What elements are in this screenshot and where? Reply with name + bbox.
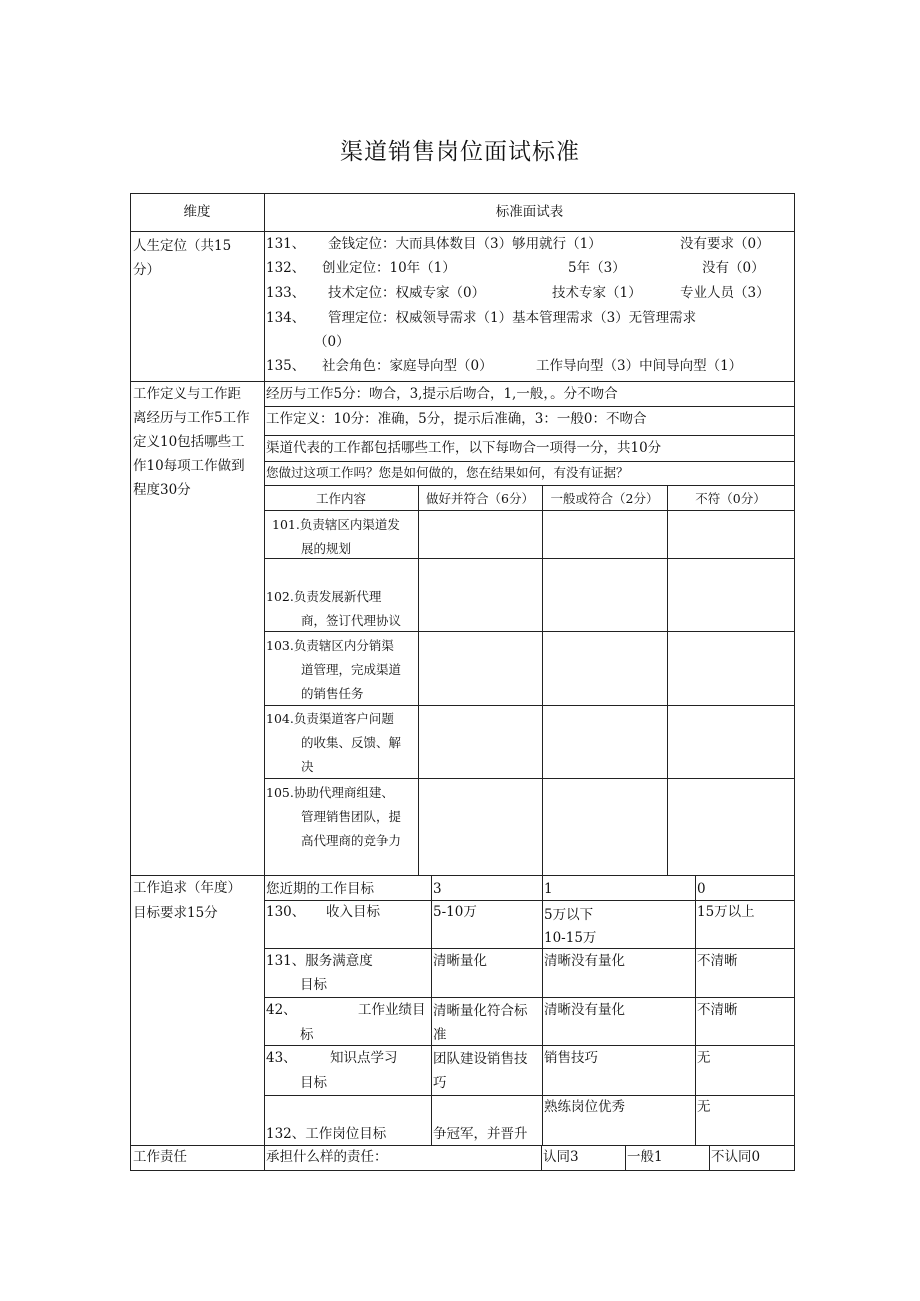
life-label-1: 人生定位（共15 bbox=[133, 238, 232, 254]
task-5-line-1: 105.协助代理商组建、 bbox=[266, 785, 394, 800]
goal-knowledge-3b: 巧 bbox=[433, 1075, 447, 1091]
work-scoring: 渠道代表的工作都包括哪些工作，以下每吻合一项得一分，共10分 bbox=[266, 440, 662, 456]
life-line-4-num: 134、 bbox=[266, 310, 306, 326]
goal-position-name: 132、工作岗位目标 bbox=[266, 1126, 387, 1142]
goal-performance-3a: 清晰量化符合标 bbox=[433, 1003, 528, 1019]
goal-income-0: 15万以上 bbox=[697, 904, 755, 920]
life-line-1-end: 没有要求（0） bbox=[680, 236, 770, 252]
task-5-line-2: 管理销售团队，提 bbox=[301, 809, 402, 824]
task-4-line-3: 决 bbox=[301, 759, 314, 774]
work-label-4: 作10每项工作做到 bbox=[133, 458, 245, 474]
goal-knowledge-name-1: 知识点学习 bbox=[330, 1050, 398, 1066]
col-mismatch: 不符（0分） bbox=[695, 491, 766, 506]
task-1-line-2: 展的规划 bbox=[301, 541, 352, 556]
goal-knowledge-3a: 团队建设销售技 bbox=[433, 1051, 528, 1067]
goal-performance-name-2: 标 bbox=[300, 1027, 314, 1043]
goal-knowledge-1: 销售技巧 bbox=[544, 1050, 598, 1066]
life-line-3-mid: 技术专家（1） bbox=[552, 285, 642, 301]
goals-header-3: 3 bbox=[433, 881, 442, 897]
goals-header-target: 您近期的工作目标 bbox=[266, 881, 374, 897]
col-good: 做好并符合（6分） bbox=[426, 491, 534, 506]
life-line-1-text: 金钱定位：大而具体数目（3）够用就行（1） bbox=[328, 236, 602, 252]
resp-agree: 认同3 bbox=[543, 1149, 579, 1165]
resp-question: 承担什么样的责任： bbox=[266, 1149, 388, 1165]
goal-income-3: 5-10万 bbox=[433, 904, 477, 920]
goal-performance-0: 不清晰 bbox=[697, 1002, 738, 1018]
goal-position-0: 无 bbox=[697, 1099, 711, 1115]
interview-table bbox=[130, 193, 795, 1171]
goal-position-1: 熟练岗位优秀 bbox=[544, 1099, 625, 1115]
task-2-line-1: 102.负责发展新代理 bbox=[266, 589, 382, 604]
life-line-1-num: 131、 bbox=[266, 236, 306, 252]
goal-income-1b: 10-15万 bbox=[544, 930, 597, 946]
task-5-line-3: 高代理商的竞争力 bbox=[301, 833, 402, 848]
life-line-5-end: 工作导向型（3）中间导向型（1） bbox=[536, 358, 743, 374]
goal-income-1a: 5万以下 bbox=[544, 907, 594, 923]
goal-knowledge-num: 43、 bbox=[266, 1050, 297, 1066]
task-2-line-2: 商，签订代理协议 bbox=[301, 613, 402, 628]
goal-service-3: 清晰量化 bbox=[433, 953, 487, 969]
task-1-line-1: 101.负责辖区内渠道发 bbox=[272, 517, 400, 532]
work-label-3: 定义10包括哪些工 bbox=[133, 434, 245, 450]
work-label-1: 工作定义与工作距 bbox=[133, 386, 241, 402]
work-label-5: 程度30分 bbox=[133, 482, 191, 498]
goals-header-1: 1 bbox=[544, 881, 553, 897]
life-line-5-text: 社会角色：家庭导向型（0） bbox=[322, 358, 493, 374]
life-line-2-mid: 5年（3） bbox=[568, 260, 626, 276]
header-standard: 标准面试表 bbox=[495, 204, 564, 220]
col-average: 一般或符合（2分） bbox=[550, 491, 659, 506]
goal-knowledge-name-2: 目标 bbox=[300, 1075, 327, 1091]
task-3-line-2: 道管理，完成渠道 bbox=[301, 662, 402, 677]
resp-disagree: 不认同0 bbox=[711, 1149, 761, 1165]
task-4-line-2: 的收集、反馈、解 bbox=[301, 735, 402, 750]
goal-performance-1: 清晰没有量化 bbox=[544, 1002, 625, 1018]
page-title: 渠道销售岗位面试标准 bbox=[340, 139, 580, 165]
goal-performance-3b: 准 bbox=[433, 1027, 447, 1043]
goals-label-2: 目标要求15分 bbox=[133, 905, 218, 921]
life-line-3-end: 专业人员（3） bbox=[680, 285, 770, 301]
life-line-2-end: 没有（0） bbox=[702, 260, 765, 276]
work-experience: 经历与工作5分：吻合，3,提示后吻合，1,一般，。分不吻合 bbox=[266, 386, 618, 402]
goal-knowledge-0: 无 bbox=[697, 1050, 711, 1066]
resp-label: 工作责任 bbox=[133, 1149, 187, 1165]
life-line-3-num: 133、 bbox=[266, 285, 306, 301]
work-label-2: 离经历与工作5工作 bbox=[133, 410, 250, 426]
goal-income-num: 130、 bbox=[266, 904, 306, 920]
resp-average: 一般1 bbox=[627, 1149, 663, 1165]
task-4-line-1: 104.负责渠道客户问题 bbox=[266, 711, 394, 726]
life-line-4-cont: （0） bbox=[314, 334, 350, 350]
life-line-5-num: 135、 bbox=[266, 358, 306, 374]
goal-service-0: 不清晰 bbox=[697, 953, 738, 969]
goal-position-3: 争冠军，并晋升 bbox=[433, 1126, 528, 1142]
goal-service-1: 清晰没有量化 bbox=[544, 953, 625, 969]
life-line-2-text: 创业定位：10年（1） bbox=[322, 260, 456, 276]
goal-service-name-1: 131、服务满意度 bbox=[266, 953, 373, 969]
header-dimension: 维度 bbox=[183, 204, 211, 220]
col-work-content: 工作内容 bbox=[315, 491, 366, 506]
life-label-2: 分） bbox=[133, 262, 160, 278]
work-definition: 工作定义：10分：准确，5分，提示后准确，3：一般0：不吻合 bbox=[266, 411, 647, 427]
task-3-line-3: 的销售任务 bbox=[301, 686, 364, 701]
work-question: 您做过这项工作吗？您是如何做的，您在结果如何，有没有证据？ bbox=[266, 465, 629, 480]
goal-performance-num: 42、 bbox=[266, 1002, 297, 1018]
task-3-line-1: 103.负责辖区内分销渠 bbox=[266, 638, 394, 653]
goal-service-name-2: 目标 bbox=[300, 977, 327, 993]
life-line-3-text: 技术定位：权威专家（0） bbox=[328, 285, 486, 301]
goal-performance-name-1: 工作业绩目 bbox=[358, 1002, 426, 1018]
goals-label-1: 工作追求（年度） bbox=[133, 880, 241, 896]
life-line-2-num: 132、 bbox=[266, 260, 306, 276]
goals-header-0: 0 bbox=[697, 881, 706, 897]
life-line-4-text: 管理定位：权威领导需求（1）基本管理需求（3）无管理需求 bbox=[328, 310, 697, 326]
goal-income-name: 收入目标 bbox=[326, 904, 380, 920]
